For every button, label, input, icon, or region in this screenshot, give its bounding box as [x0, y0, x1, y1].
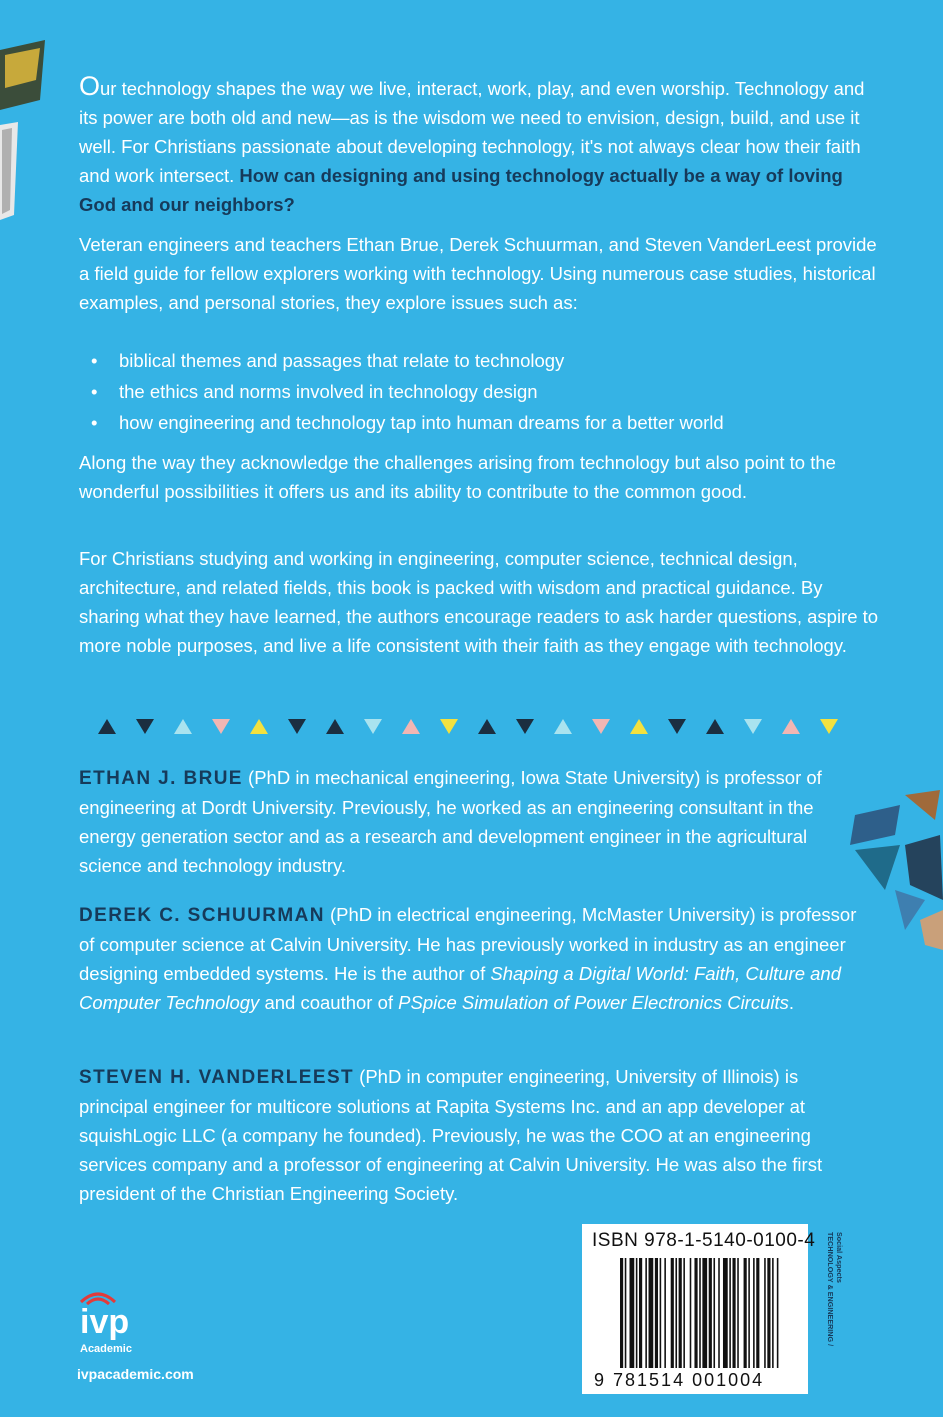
barcode-bar	[664, 1258, 666, 1368]
triangle-mark	[402, 719, 420, 734]
triangle-mark	[174, 719, 192, 734]
audience-text: For Christians studying and working in engineering, computer science, technical design, architecture, and related fields, this book is packed with wisdom and practical guidance. By sharing what they have learned, the authors encourage readers to ask harder questions, aspire to more noble purposes, and live a life consistent with their faith as they engage with technology.	[79, 548, 879, 656]
author-name: STEVEN H. VANDERLEEST	[79, 1067, 355, 1088]
bio-steven-vanderleest	[79, 1062, 864, 1208]
barcode-bar	[777, 1258, 779, 1368]
list-item	[79, 377, 879, 406]
category-line-2: Social Aspects	[835, 1232, 844, 1283]
barcode-bar	[660, 1258, 662, 1368]
bullet-text: the ethics and norms involved in technology design	[119, 381, 538, 402]
barcode-bar	[732, 1258, 735, 1368]
bullet-icon: •	[91, 412, 98, 433]
barcode-bar	[620, 1258, 623, 1368]
barcode-bar	[649, 1258, 654, 1368]
barcode-bar	[675, 1258, 677, 1368]
barcode-bar	[679, 1258, 682, 1368]
bisac-category	[822, 1232, 842, 1392]
barcode-bar	[639, 1258, 642, 1368]
triangle-mark	[288, 719, 306, 734]
publisher-website: ivpacademic.com	[77, 1366, 194, 1382]
category-line-1: TECHNOLOGY & ENGINEERING /	[826, 1232, 835, 1347]
barcode-label	[582, 1224, 816, 1394]
challenges-paragraph	[79, 448, 879, 506]
barcode-bar	[625, 1258, 627, 1368]
drop-cap: O	[79, 71, 101, 101]
author-name: ETHAN J. BRUE	[79, 768, 243, 789]
author-bio: (PhD in computer engineering, University of Illinois) is principal engineer for multicore solutions at Rapita Systems Inc. and an app developer at squishLogic LLC (a company he founded). Previously, he was the COO at an engineering services company and a professor of engineering at Calvin University. He was also the first president of the Christian Engineering Society.	[79, 1066, 823, 1204]
barcode-bar	[772, 1258, 774, 1368]
barcode-bar	[694, 1258, 697, 1368]
list-item	[79, 408, 879, 437]
publisher-logo: ivp	[80, 1303, 130, 1341]
publisher-imprint: Academic	[80, 1343, 132, 1355]
issues-list	[79, 346, 879, 437]
author-name: DEREK C. SCHUURMAN	[79, 905, 325, 926]
triangle-mark	[592, 719, 610, 734]
isbn-number: ISBN 978-1-5140-0100-4	[592, 1230, 816, 1251]
barcode-bar	[671, 1258, 674, 1368]
triangle-mark	[516, 719, 534, 734]
audience-paragraph	[79, 544, 879, 660]
author-bio-end: .	[788, 992, 795, 1013]
barcode-bar	[748, 1258, 750, 1368]
book-title: Shaping a Digital World: Faith, Culture and Computer Technology	[79, 963, 842, 1013]
author-bio: (PhD in mechanical engineering, Iowa State University) is professor of engineering at Dordt University. Previously, he worked as an engineering consultant in the energy generation sector and as a research and development engineer in the agricultural science and technology industry.	[79, 767, 822, 876]
bullet-text: how engineering and technology tap into human dreams for a better world	[119, 412, 724, 433]
barcode-bar	[655, 1258, 658, 1368]
list-item	[79, 346, 879, 375]
triangle-mark	[706, 719, 724, 734]
triangle-mark	[364, 719, 382, 734]
intro-text: ur technology shapes the way we live, interact, work, play, and even worship. Technology and its power are both old and new—as is the wisdom we need to envision, design, build, and use it well. For Christians passionate about developing technology, it's not always clear how their faith and work intersect.	[79, 78, 865, 186]
author-bio-cont: and coauthor of	[259, 992, 399, 1013]
triangle-mark	[820, 719, 838, 734]
bullet-icon: •	[91, 381, 98, 402]
barcode-digits: 9 781514 001004	[594, 1370, 765, 1390]
barcode-bar	[744, 1258, 747, 1368]
barcode-bar	[723, 1258, 728, 1368]
barcode-bar	[630, 1258, 635, 1368]
barcode-bar	[636, 1258, 638, 1368]
triangle-mark	[630, 719, 648, 734]
challenges-text: Along the way they acknowledge the challenges arising from technology but also point to the wonderful possibilities it offers us and its ability to contribute to the common good.	[79, 452, 836, 502]
barcode-bar	[683, 1258, 685, 1368]
triangle-mark	[668, 719, 686, 734]
barcode-bar	[764, 1258, 766, 1368]
triangle-mark	[478, 719, 496, 734]
triangle-mark	[136, 719, 154, 734]
barcode-bar	[756, 1258, 759, 1368]
barcode-bars	[620, 1258, 780, 1368]
barcode-bar	[713, 1258, 715, 1368]
bio-derek-schuurman	[79, 900, 864, 1017]
barcode-bar	[709, 1258, 712, 1368]
barcode-bar	[729, 1258, 731, 1368]
triangle-mark	[250, 719, 268, 734]
barcode-bar	[753, 1258, 755, 1368]
triangle-mark	[554, 719, 572, 734]
triangle-mark	[212, 719, 230, 734]
triangle-divider	[88, 716, 848, 738]
bullet-icon: •	[91, 350, 98, 371]
author-bio: (PhD in electrical engineering, McMaster University) is professor of computer science at Calvin University. He has previously worked in industry as an engineer designing embedded systems. He is the author of	[79, 904, 857, 984]
barcode-bar	[645, 1258, 647, 1368]
triangle-mark	[744, 719, 762, 734]
barcode-bar	[718, 1258, 720, 1368]
intro-question: How can designing and using technology actually be a way of loving God and our neighbors?	[79, 165, 843, 215]
barcode-bar	[699, 1258, 701, 1368]
triangle-mark	[782, 719, 800, 734]
book-title: PSpice Simulation of Power Electronics Circuits	[398, 992, 789, 1013]
triangle-mark	[98, 719, 116, 734]
barcode-bar	[690, 1258, 692, 1368]
barcode-bar	[702, 1258, 707, 1368]
description-text: Veteran engineers and teachers Ethan Brue, Derek Schuurman, and Steven VanderLeest provide a field guide for fellow explorers working with technology. Using numerous case studies, historical examples, and personal stories, they explore issues such as:	[79, 234, 877, 313]
intro-paragraph	[79, 72, 879, 219]
bullet-text: biblical themes and passages that relate to technology	[119, 350, 565, 371]
description-paragraph	[79, 230, 879, 317]
triangle-mark	[440, 719, 458, 734]
barcode-bar	[737, 1258, 739, 1368]
bio-ethan-brue	[79, 763, 859, 880]
barcode-bar	[767, 1258, 770, 1368]
collage-decoration-top-left	[0, 30, 50, 230]
triangle-mark	[326, 719, 344, 734]
